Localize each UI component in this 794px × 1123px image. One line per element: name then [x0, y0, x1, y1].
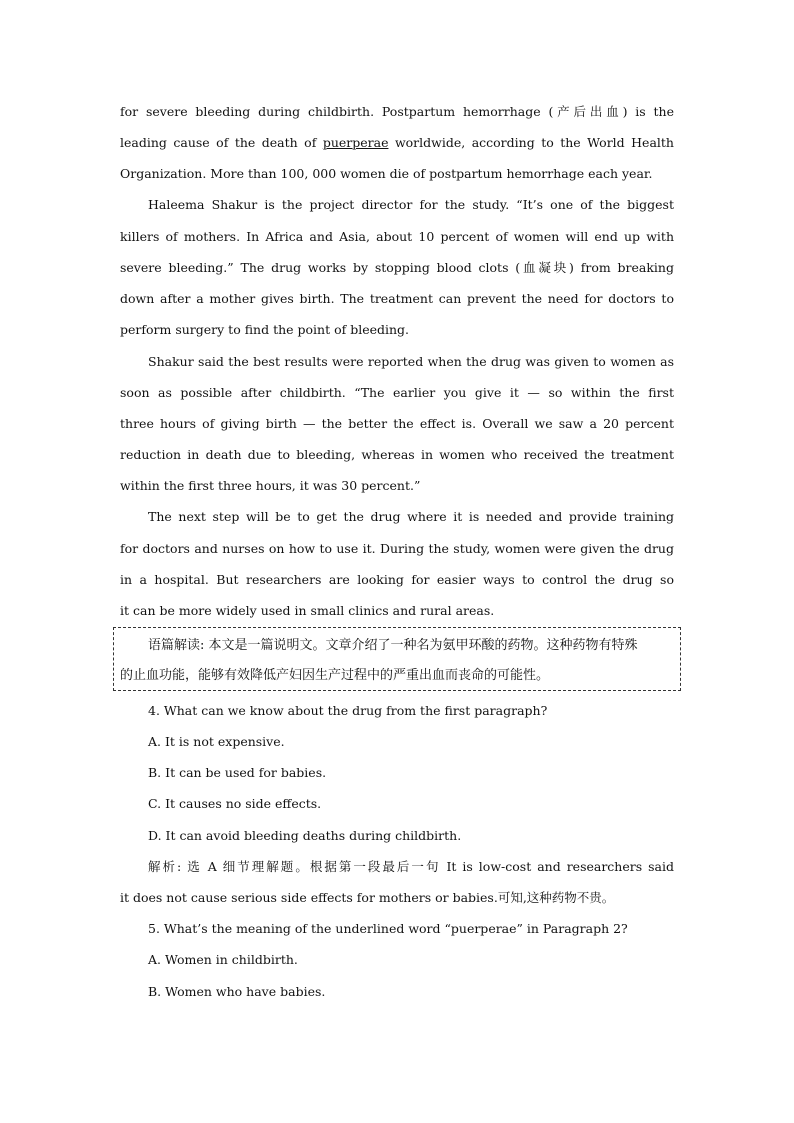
p2-line-1: Haleema Shakur is the project director for the study. “It’s one of the biggest	[148, 197, 674, 212]
p4-line-4: it can be more widely used in small clinics and rural areas.	[120, 603, 495, 618]
p1-line-2-after: worldwide, according to the World Health	[388, 135, 674, 150]
question-4-stem: 4. What can we know about the drug from the first paragraph?	[148, 703, 548, 718]
p1-line-2-before: leading cause of the death of	[120, 135, 323, 150]
p3-line-2: soon as possible after childbirth. “The earlier you give it — so within the first	[120, 385, 674, 400]
question-5-option-a: A. Women in childbirth.	[148, 952, 298, 967]
p2-line-4: down after a mother gives birth. The treatment can prevent the need for doctors to	[120, 291, 674, 306]
question-5-stem: 5. What’s the meaning of the underlined word “puerperae” in Paragraph 2?	[148, 921, 628, 936]
p1-line-3: Organization. More than 100, 000 women die of postpartum hemorrhage each year.	[120, 166, 653, 181]
p2-line-2: killers of mothers. In Africa and Asia, about 10 percent of women will end up with	[120, 229, 674, 244]
p4-line-2: for doctors and nurses on how to use it. During the study, women were given the drug	[120, 541, 674, 556]
analysis-line-2: 的止血功能，能够有效降低产妇因生产过程中的严重出血而丧命的可能性。	[120, 668, 550, 683]
p4-line-3: in a hospital. But researchers are looking for easier ways to control the drug so	[120, 572, 674, 587]
question-4-option-d: D. It can avoid bleeding deaths during childbirth.	[148, 828, 462, 843]
question-5-option-b: B. Women who have babies.	[148, 984, 326, 999]
p3-line-4: reduction in death due to bleeding, whereas in women who received the treatment	[120, 447, 674, 462]
question-4-explanation-line-1: 解析: 选 A 细节理解题。根据第一段最后一句 It is low-cost and researchers said	[148, 859, 674, 874]
p2-line-5: perform surgery to find the point of bleeding.	[120, 322, 410, 337]
analysis-line-1: 语篇解读: 本文是一篇说明文。文章介绍了一种名为氨甲环酸的药物。这种药物有特殊	[148, 638, 638, 653]
p1-line-2	[120, 135, 674, 151]
p3-line-5: within the first three hours, it was 30 percent.”	[120, 478, 421, 493]
p3-line-3: three hours of giving birth — the better the effect is. Overall we saw a 20 percent	[120, 416, 674, 431]
question-4-option-a: A. It is not expensive.	[148, 734, 285, 749]
p1-line-1: for severe bleeding during childbirth. Postpartum hemorrhage (产后出血) is the	[120, 104, 674, 119]
p2-line-3: severe bleeding.” The drug works by stopping blood clots (血凝块) from breaking	[120, 260, 674, 275]
question-4-option-c: C. It causes no side effects.	[148, 796, 322, 811]
p4-line-1: The next step will be to get the drug where it is needed and provide training	[148, 509, 674, 524]
question-4-explanation-line-2: it does not cause serious side effects for mothers or babies.可知,这种药物不贵。	[120, 890, 615, 905]
question-4-option-b: B. It can be used for babies.	[148, 765, 327, 780]
p3-line-1: Shakur said the best results were reported when the drug was given to women as	[148, 354, 674, 369]
underlined-word-puerperae: puerperae	[322, 135, 389, 150]
